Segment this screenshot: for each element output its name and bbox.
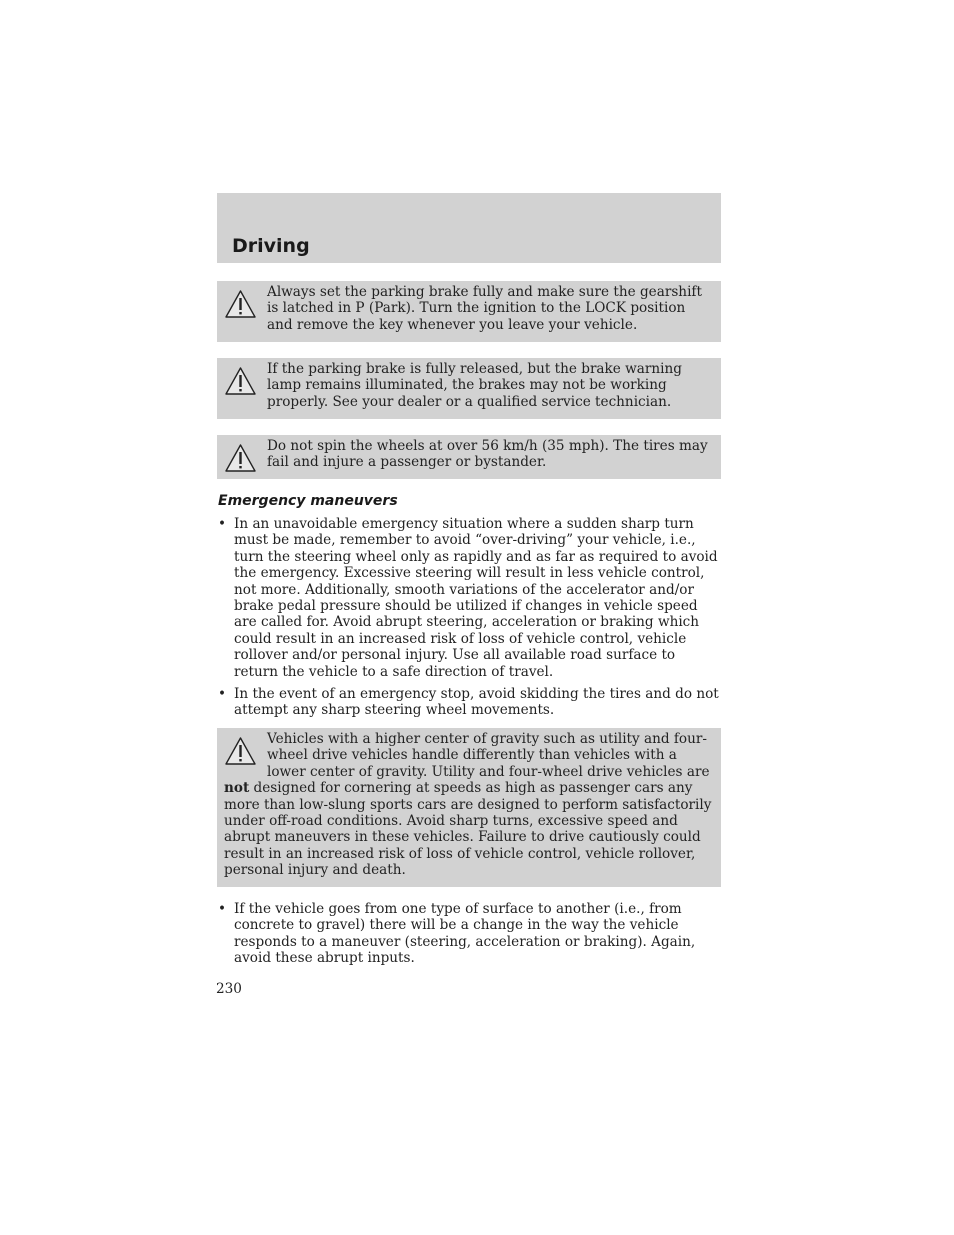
warning-triangle-icon [224, 736, 257, 766]
bullet-text: In the event of an emergency stop, avoid skidding the tires and do not attempt any sharp steering wheel movements. [234, 686, 719, 719]
warning-box-brake-lamp [217, 358, 721, 419]
warning-text: If the parking brake is fully released, but the brake warning lamp remains illuminated, the brakes may not be working properly. See your dealer or a qualified service technician. [267, 361, 682, 410]
warning-text-emphasis: not [224, 780, 250, 797]
bullet-text: If the vehicle goes from one type of surface to another (i.e., from concrete to gravel) there will be a change in the way the vehicle responds to a maneuver (steering, acceleration or braking). Again, avoid these abrupt inputs. [234, 901, 696, 967]
warning-box-center-of-gravity [217, 728, 721, 887]
bullet-dot: • [218, 686, 227, 702]
warning-box-wheel-spin [217, 435, 721, 479]
warning-text-after: designed for cornering at speeds as high as passenger cars any more than low-slung sports cars are designed to perform satisfactorily under off-road conditions. Avoid sharp turns, excessive speed and abrupt maneuvers in these vehicles. Failure to drive cautiously could result in an increased risk of loss of vehicle control, vehicle rollover, personal injury and death. [224, 780, 712, 879]
warning-text: Do not spin the wheels at over 56 km/h (35 mph). The tires may fail and injure a passenger or bystander. [267, 438, 708, 471]
warning-triangle-icon [224, 366, 257, 396]
bullet-dot: • [218, 901, 227, 917]
bullet-dot: • [218, 516, 227, 532]
page-number: 230 [216, 981, 242, 997]
warning-triangle-icon [224, 443, 257, 473]
warning-text: Always set the parking brake fully and make sure the gearshift is latched in P (Park). Turn the ignition to the LOCK position and remove the key whenever you leave your vehicle. [267, 284, 702, 333]
warning-triangle-icon [224, 289, 257, 319]
list-item [218, 686, 722, 719]
section-title: Driving [232, 235, 310, 257]
list-item [218, 516, 722, 680]
bullet-text: In an unavoidable emergency situation where a sudden sharp turn must be made, remember to avoid “over-driving” your vehicle, i.e., turn the steering wheel only as rapidly and as far as required to avoid the emergency. Excessive steering will result in less vehicle control, not more. Additionally, smooth variations of the accelerator and/or brake pedal pressure should be utilized if changes in vehicle speed are called for. Avoid abrupt steering, acceleration or braking which could result in an increased risk of loss of vehicle control, vehicle rollover and/or personal injury. Use all available road surface to return the vehicle to a safe direction of travel. [234, 516, 718, 680]
list-item [218, 901, 722, 967]
warning-box-parking-brake [217, 281, 721, 342]
section-header-band [217, 193, 721, 263]
subheading-emergency-maneuvers: Emergency maneuvers [218, 493, 398, 509]
warning-text-before: Vehicles with a higher center of gravity such as utility and four-wheel drive vehicles handle differently than vehicles with a lower center of gravity. Utility and four-wheel drive vehicles are [267, 731, 710, 780]
